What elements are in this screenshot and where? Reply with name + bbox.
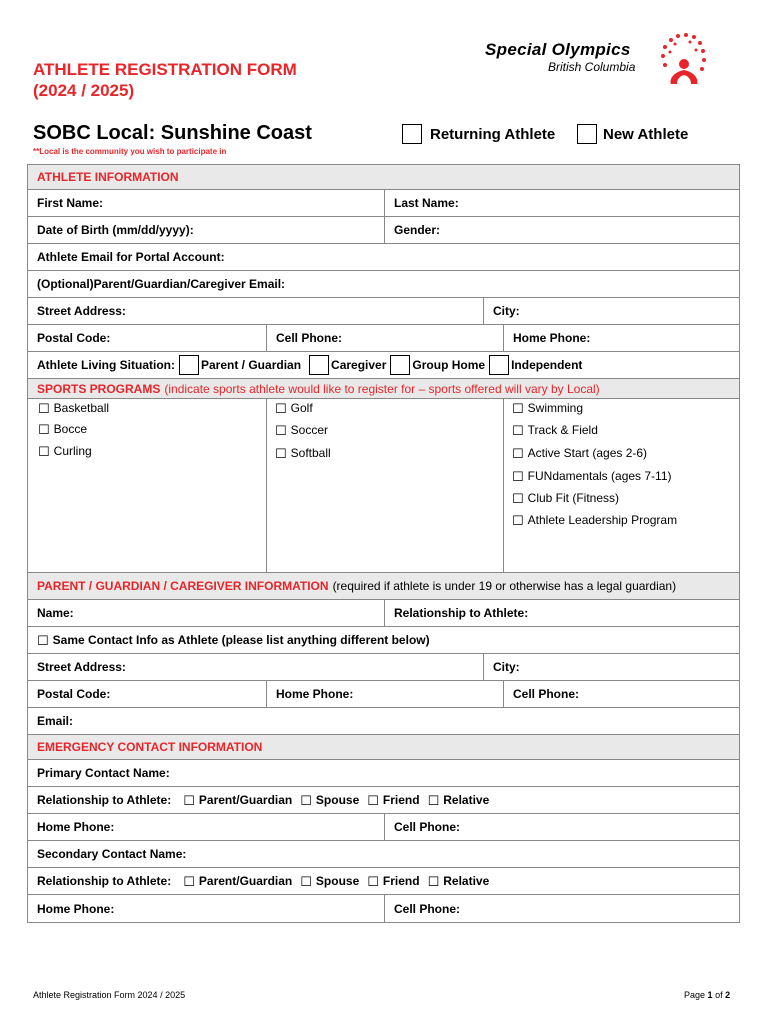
parent-city-field[interactable]: City: xyxy=(483,654,739,680)
sport-track-field[interactable]: ☐ Track & Field xyxy=(512,422,598,438)
parent-relationship-field[interactable]: Relationship to Athlete: xyxy=(384,600,739,626)
postal-code-field[interactable]: Postal Code: xyxy=(37,331,111,345)
secondary-phone-row xyxy=(28,895,739,922)
parent-heading: PARENT / GUARDIAN / CAREGIVER INFORMATION xyxy=(37,579,329,593)
parent-section-header xyxy=(28,573,739,600)
sport-club-fit[interactable]: ☐ Club Fit (Fitness) xyxy=(512,490,620,506)
secondary-rel-friend[interactable]: ☐ Friend xyxy=(367,873,420,889)
local-note: **Local is the community you wish to participate in xyxy=(33,147,227,156)
secondary-contact-row xyxy=(28,841,739,868)
parent-name-row xyxy=(28,600,739,627)
secondary-home-phone-field[interactable]: Home Phone: xyxy=(37,901,115,916)
primary-relationship xyxy=(28,787,739,813)
parent-email-input[interactable]: Email: xyxy=(37,714,74,728)
secondary-contact-field[interactable]: Secondary Contact Name: xyxy=(37,847,187,861)
checkbox-icon[interactable]: ☐ xyxy=(367,792,379,808)
sport-fundamentals[interactable]: ☐ FUNdamentals (ages 7-11) xyxy=(512,468,672,484)
secondary-relationship xyxy=(28,868,739,894)
secondary-rel-relative[interactable]: ☐ Relative xyxy=(427,873,490,889)
home-phone-field[interactable]: Home Phone: xyxy=(503,325,739,351)
sport-swimming[interactable]: ☐ Swimming xyxy=(512,400,583,416)
new-athlete-checkbox[interactable] xyxy=(577,124,597,144)
parent-cell-phone-field[interactable]: Cell Phone: xyxy=(503,681,739,707)
dob-row xyxy=(28,217,739,244)
returning-athlete-option[interactable] xyxy=(402,124,555,144)
checkbox-icon[interactable]: ☐ xyxy=(427,873,440,889)
sport-active-start[interactable]: ☐ Active Start (ages 2-6) xyxy=(512,445,648,461)
new-athlete-option[interactable] xyxy=(577,124,688,144)
parent-name-field[interactable]: Name: xyxy=(37,606,74,620)
checkbox-icon[interactable]: ☐ xyxy=(38,400,50,416)
parent-heading-note: (required if athlete is under 19 or otherwise has a legal guardian) xyxy=(332,579,677,593)
checkbox-icon[interactable]: ☐ xyxy=(300,873,312,889)
sports-grid xyxy=(28,399,739,573)
parent-email-field[interactable]: (Optional)Parent/Guardian/Caregiver Email: xyxy=(37,277,286,291)
secondary-cell-phone-field[interactable]: Cell Phone: xyxy=(384,895,739,922)
parent-postal-field[interactable]: Postal Code: xyxy=(37,687,111,701)
primary-cell-phone-field[interactable]: Cell Phone: xyxy=(384,814,739,840)
checkbox-icon[interactable]: ☐ xyxy=(183,873,195,889)
checkbox-icon[interactable]: ☐ xyxy=(512,422,524,438)
checkbox-icon[interactable]: ☐ xyxy=(512,490,524,506)
sports-section-title xyxy=(28,379,739,398)
athlete-email-row xyxy=(28,244,739,271)
checkbox-icon[interactable]: ☐ xyxy=(512,445,524,461)
primary-rel-relative[interactable]: ☐ Relative xyxy=(427,792,490,808)
name-row xyxy=(28,190,739,217)
sport-basketball[interactable]: ☐ Basketball xyxy=(38,400,110,416)
cell-phone-field[interactable]: Cell Phone: xyxy=(266,325,503,351)
checkbox-icon[interactable]: ☐ xyxy=(512,468,524,484)
parent-guardian-checkbox[interactable] xyxy=(179,355,199,375)
checkbox-icon[interactable]: ☐ xyxy=(275,422,287,438)
sport-curling[interactable]: ☐ Curling xyxy=(38,443,92,459)
living-option-independent: Independent xyxy=(511,358,583,372)
checkbox-icon[interactable]: ☐ xyxy=(183,792,195,808)
secondary-relationship-label: Relationship to Athlete: xyxy=(37,874,172,888)
street-address-field[interactable]: Street Address: xyxy=(37,304,126,318)
parent-email-row xyxy=(28,271,739,298)
group-home-checkbox[interactable] xyxy=(390,355,410,375)
returning-athlete-checkbox[interactable] xyxy=(402,124,422,144)
living-situation-label: Athlete Living Situation: xyxy=(37,358,175,372)
form-title-line1: ATHLETE REGISTRATION FORM xyxy=(33,60,297,79)
emergency-section-title: EMERGENCY CONTACT INFORMATION xyxy=(37,740,263,754)
footer-page-number: Page 1 of 2 xyxy=(684,990,731,1000)
checkbox-icon[interactable]: ☐ xyxy=(275,445,287,461)
checkbox-icon[interactable]: ☐ xyxy=(427,792,440,808)
primary-rel-spouse[interactable]: ☐ Spouse xyxy=(300,792,360,808)
new-athlete-label: New Athlete xyxy=(603,125,689,143)
local-title: SOBC Local: Sunshine Coast xyxy=(33,122,312,144)
primary-phone-row xyxy=(28,814,739,841)
checkbox-icon[interactable]: ☐ xyxy=(512,400,524,416)
returning-athlete-label: Returning Athlete xyxy=(430,125,556,143)
living-option-caregiver: Caregiver xyxy=(331,358,387,372)
living-situation-row xyxy=(28,352,739,379)
sport-softball[interactable]: ☐ Softball xyxy=(275,445,331,461)
registration-form xyxy=(27,164,740,923)
primary-contact-row xyxy=(28,760,739,787)
athlete-email-field[interactable]: Athlete Email for Portal Account: xyxy=(37,250,225,264)
athlete-section-title: ATHLETE INFORMATION xyxy=(37,170,179,184)
same-contact-label: Same Contact Info as Athlete (please list anything different below) xyxy=(52,633,430,647)
form-title xyxy=(33,59,297,101)
caregiver-checkbox[interactable] xyxy=(309,355,329,375)
logo-text-line2: British Columbia xyxy=(548,60,636,74)
secondary-relationship-row xyxy=(28,868,739,895)
checkbox-icon[interactable]: ☐ xyxy=(300,792,312,808)
form-title-line2: (2024 / 2025) xyxy=(33,81,135,100)
sports-heading: SPORTS PROGRAMS xyxy=(37,381,161,396)
independent-checkbox[interactable] xyxy=(489,355,509,375)
same-contact-row xyxy=(28,627,739,654)
parent-address-row xyxy=(28,654,739,681)
logo-text-line1: Special Olympics xyxy=(485,40,631,59)
living-option-grouphome: Group Home xyxy=(412,358,486,372)
footer-form-name: Athlete Registration Form 2024 / 2025 xyxy=(33,990,186,1000)
sport-golf[interactable]: ☐ Golf xyxy=(275,400,313,416)
checkbox-icon[interactable]: ☐ xyxy=(512,512,524,528)
sports-divider-2 xyxy=(503,399,504,572)
checkbox-icon[interactable]: ☐ xyxy=(37,632,49,648)
checkbox-icon[interactable]: ☐ xyxy=(367,873,379,889)
sport-bocce[interactable]: ☐ Bocce xyxy=(38,421,88,437)
dob-field[interactable]: Date of Birth (mm/dd/yyyy): xyxy=(37,223,194,237)
parent-section-title xyxy=(28,573,739,599)
primary-rel-parent[interactable]: ☐ Parent/Guardian xyxy=(183,792,293,808)
secondary-rel-spouse[interactable]: ☐ Spouse xyxy=(300,873,360,889)
living-situation xyxy=(28,352,739,378)
parent-home-phone-field[interactable]: Home Phone: xyxy=(266,681,503,707)
athlete-section-header xyxy=(28,165,739,190)
gender-field[interactable]: Gender: xyxy=(384,217,739,243)
sports-section-header xyxy=(28,379,739,399)
parent-street-field[interactable]: Street Address: xyxy=(37,660,126,674)
same-contact-option[interactable] xyxy=(28,627,739,653)
sports-heading-note: (indicate sports athlete would like to register for – sports offered will vary by Local) xyxy=(164,381,600,396)
living-option-parent: Parent / Guardian xyxy=(201,358,302,372)
sports-divider-1 xyxy=(266,399,267,572)
primary-contact-field[interactable]: Primary Contact Name: xyxy=(37,766,170,780)
emergency-section-header xyxy=(28,735,739,760)
checkbox-icon[interactable]: ☐ xyxy=(38,443,50,459)
checkbox-icon[interactable]: ☐ xyxy=(38,421,50,437)
secondary-rel-parent[interactable]: ☐ Parent/Guardian xyxy=(183,873,293,889)
address-row xyxy=(28,298,739,325)
primary-relationship-label: Relationship to Athlete: xyxy=(37,793,172,807)
parent-phone-row xyxy=(28,681,739,708)
parent-email-row xyxy=(28,708,739,735)
last-name-field[interactable]: Last Name: xyxy=(384,190,739,216)
sport-soccer[interactable]: ☐ Soccer xyxy=(275,422,329,438)
city-field[interactable]: City: xyxy=(483,298,739,324)
primary-rel-friend[interactable]: ☐ Friend xyxy=(367,792,420,808)
primary-home-phone-field[interactable]: Home Phone: xyxy=(37,820,115,834)
sport-athlete-leadership[interactable]: ☐ Athlete Leadership Program xyxy=(512,512,678,528)
primary-relationship-row xyxy=(28,787,739,814)
first-name-field[interactable]: First Name: xyxy=(37,196,104,210)
phone-row xyxy=(28,325,739,352)
checkbox-icon[interactable]: ☐ xyxy=(275,400,287,416)
